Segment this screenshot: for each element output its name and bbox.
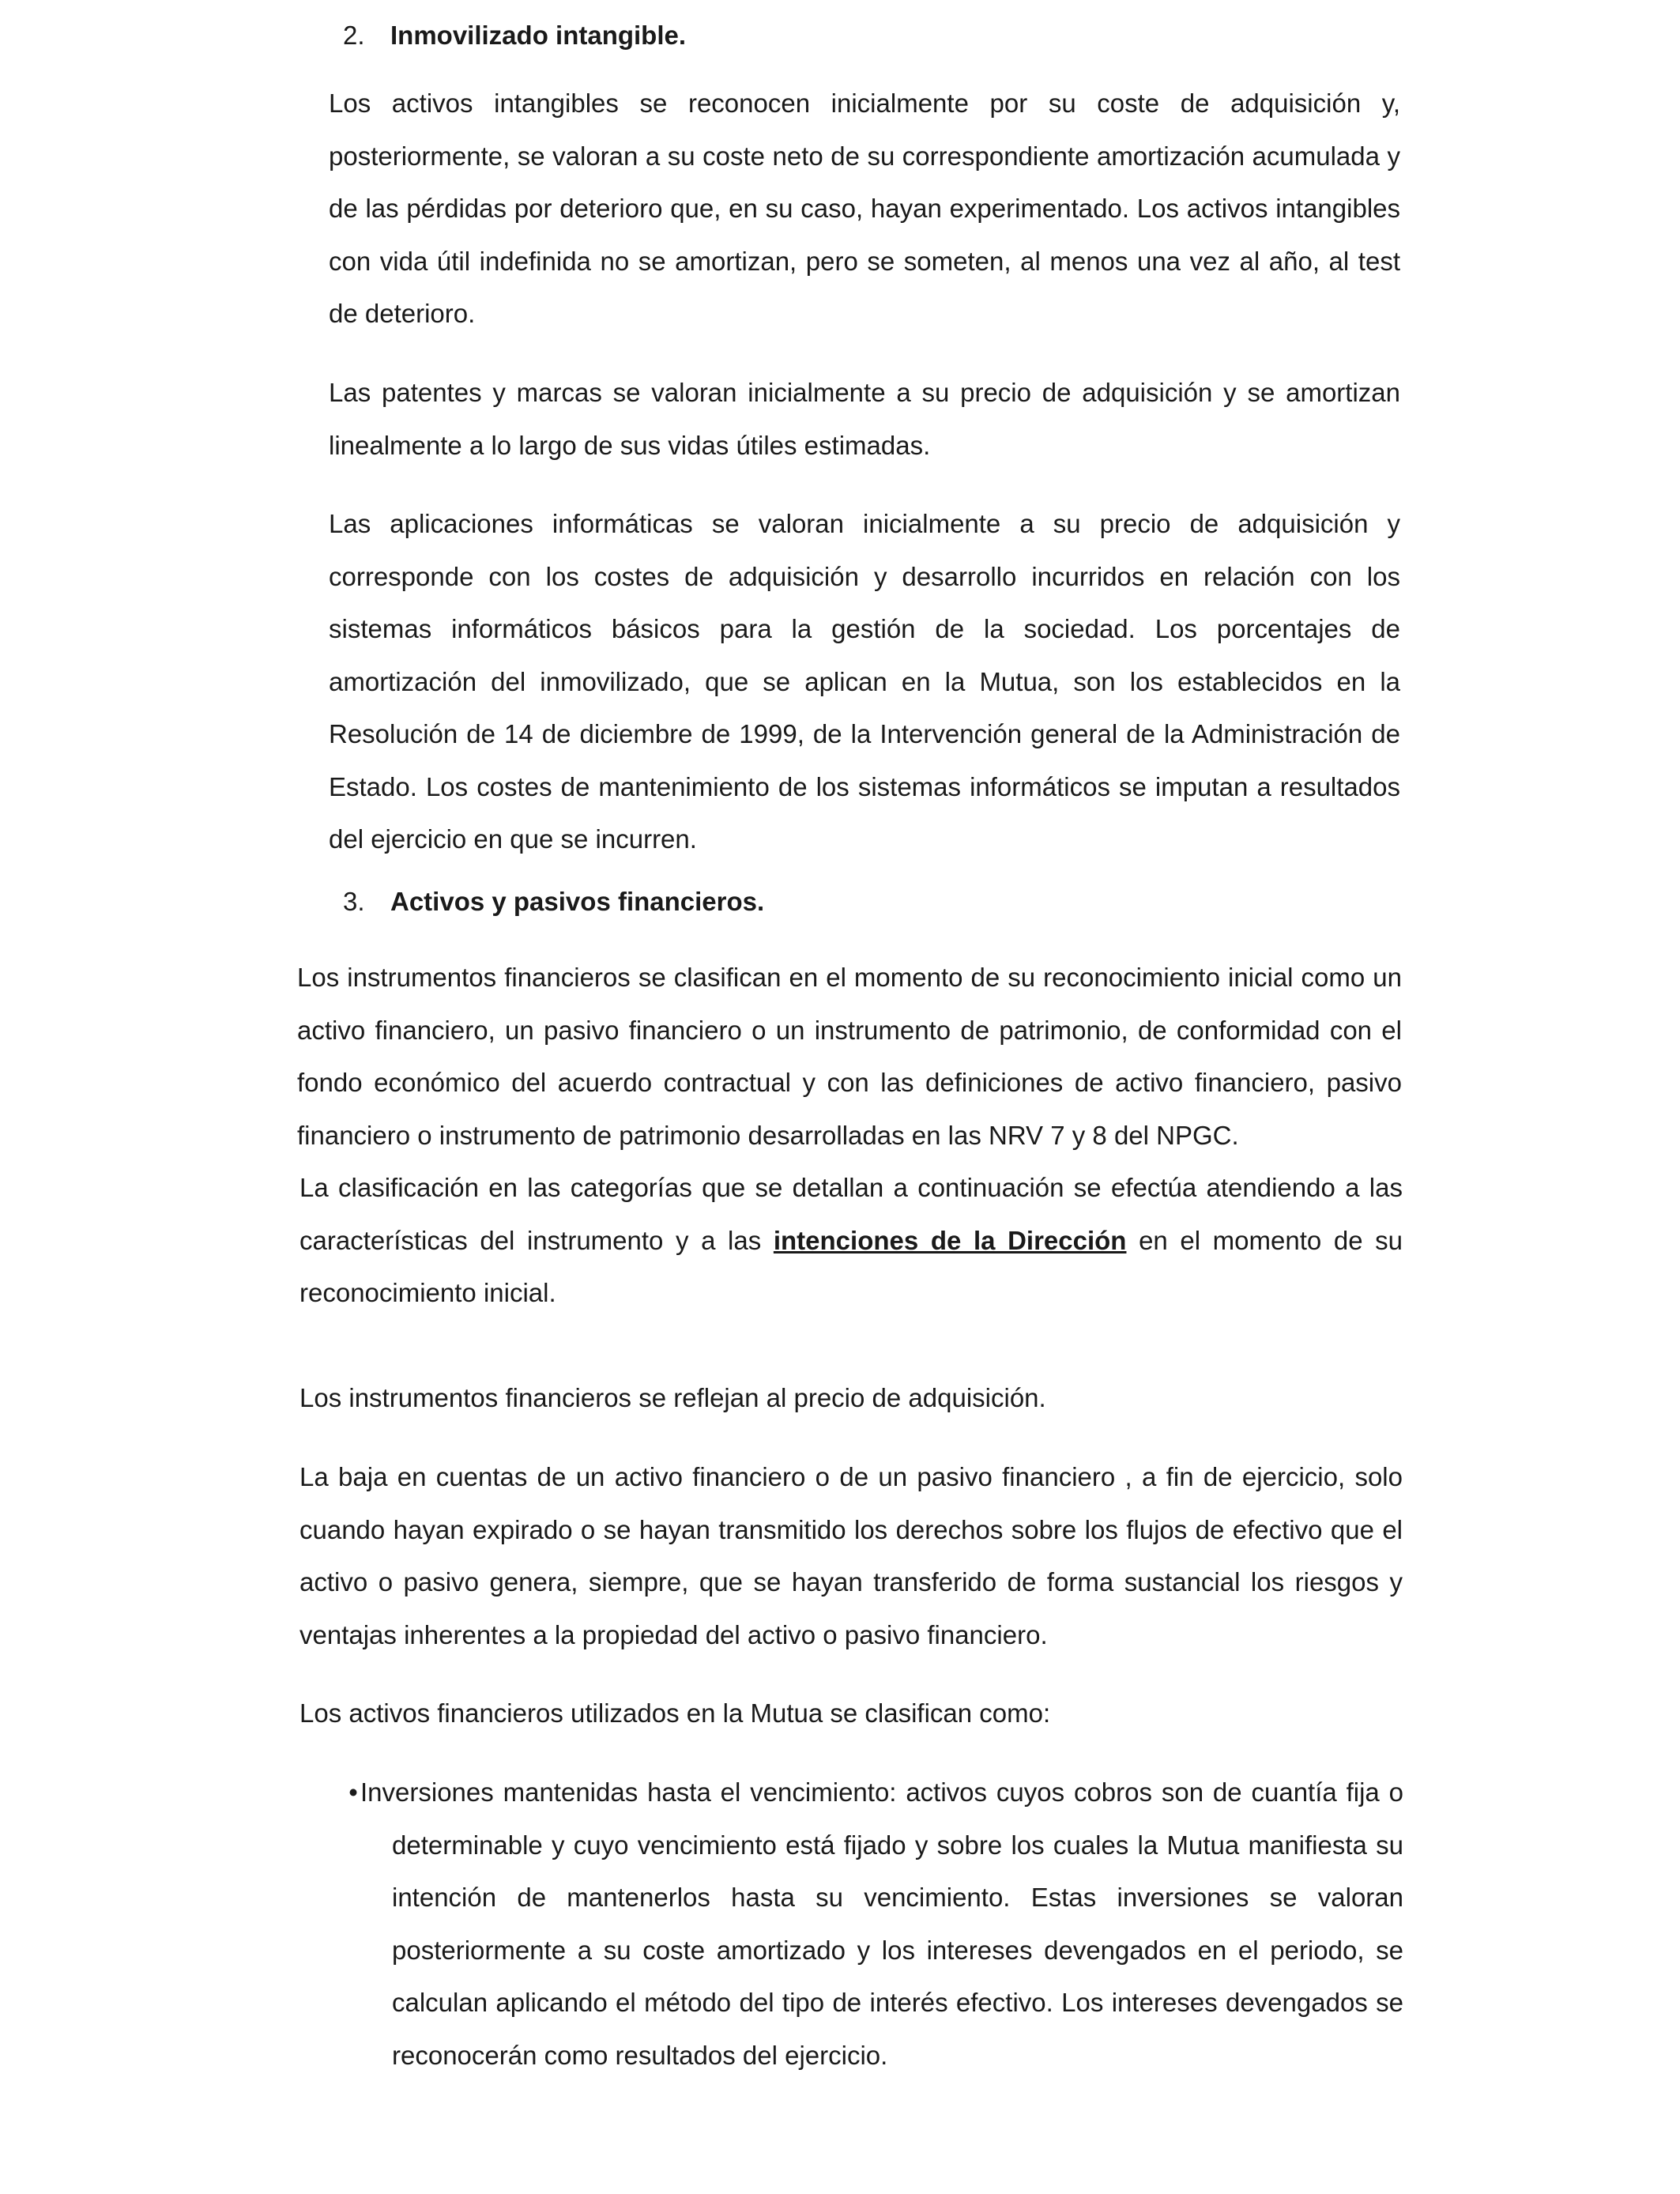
paragraph-text: en el momento de su reconocimiento inicial. [299, 1225, 1403, 1307]
paragraph-software-applications: Las aplicaciones informáticas se valoran inicialmente a su precio de adquisición y corresponde con los costes de adquisición y desarrollo incurridos en relación con los sistemas informáticos básicos para la gestión de la sociedad. Los porcentajes de amortización del inmovilizado, que se aplican en la Mutua, son los establecidos en la Resolución de 14 de diciembre de 1999, de la Intervención general de la Administración de Estado. Los costes de mantenimiento de los sistemas informáticos se imputan a resultados del ejercicio en que se incurren. [329, 509, 1400, 854]
paragraph-acquisition-price: Los instrumentos financieros se reflejan al precio de adquisición. [299, 1383, 1046, 1412]
section-title: Inmovilizado intangible. [390, 21, 687, 50]
paragraph-patents-trademarks: Las patentes y marcas se valoran inicialmente a su precio de adquisición y se amortizan linealmente a lo largo de sus vidas útiles estimadas. [329, 378, 1400, 460]
section-heading-intangible [343, 17, 686, 54]
list-item-text: Inversiones mantenidas hasta el vencimiento: activos cuyos cobros son de cuantía fija o determinable y cuyo vencimiento está fijado y sobre los cuales la Mutua manifiesta su intención de mantenerlos hasta su vencimiento. Estas inversiones se valoran posteriormente a su coste amortizado y los intereses devengados en el periodo, se calculan aplicando el método del tipo de interés efectivo. Los intereses devengados se reconocerán como resultados del ejercicio. [360, 1777, 1403, 2070]
paragraph-financial-classification: Los instrumentos financieros se clasifican en el momento de su reconocimiento inicial como un activo financiero, un pasivo financiero o un instrumento de patrimonio, de conformidad con el fondo económico del acuerdo contractual y con las definiciones de activo financiero, pasivo financiero o instrumento de patrimonio desarrolladas en las NRV 7 y 8 del NPGC. [297, 963, 1402, 1150]
bullet-icon: • [348, 1777, 358, 1807]
section-title: Activos y pasivos financieros. [390, 887, 765, 916]
paragraph-text: La clasificación en las categorías que se detallan a continuación se efectúa atendiendo a las características del instrumento y a las [299, 1173, 1403, 1255]
list-item-held-to-maturity [345, 1766, 1403, 2082]
section-number: 3. [343, 887, 365, 916]
paragraph-intangible-recognition: Los activos intangibles se reconocen inicialmente por su coste de adquisición y, posteriormente, se valoran a su coste neto de su correspondiente amortización acumulada y de las pérdidas por deterioro que, en su caso, hayan experimentado. Los activos intangibles con vida útil indefinida no se amortizan, pero se someten, al menos una vez al año, al test de deterioro. [329, 89, 1400, 328]
paragraph-derecognition: La baja en cuentas de un activo financiero o de un pasivo financiero , a fin de ejercicio, solo cuando hayan expirado o se hayan transmitido los derechos sobre los flujos de efectivo que el activo o pasivo genera, siempre, que se hayan transferido de forma sustancial los riesgos y ventajas inherentes a la propiedad del activo o pasivo financiero. [299, 1462, 1403, 1649]
paragraph-category-classification [299, 1162, 1403, 1320]
management-intentions-link: intenciones de la Dirección [773, 1225, 1127, 1255]
paragraph-financial-assets-intro: Los activos financieros utilizados en la Mutua se clasifican como: [299, 1698, 1051, 1728]
section-number: 2. [343, 21, 365, 50]
section-heading-financial [343, 884, 764, 920]
